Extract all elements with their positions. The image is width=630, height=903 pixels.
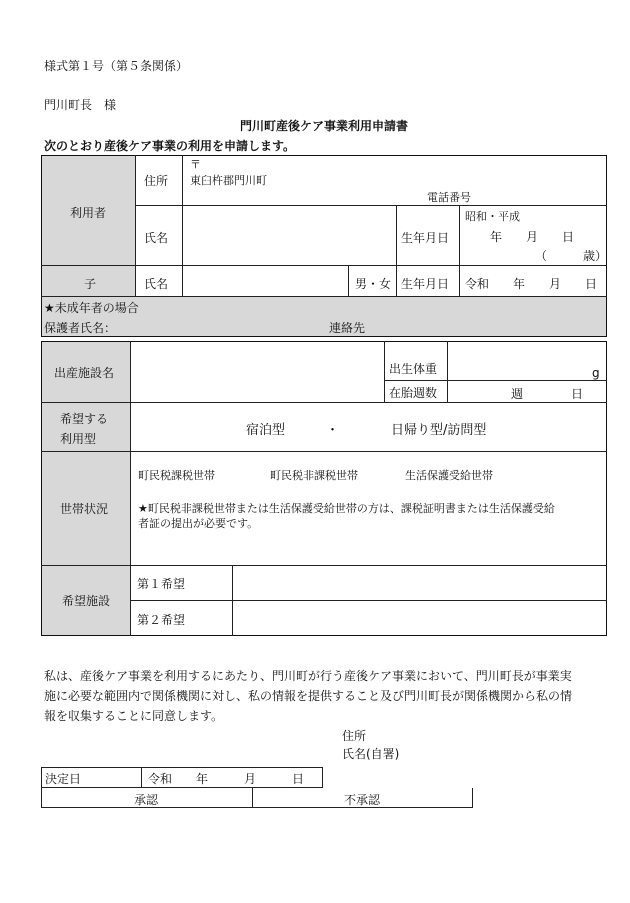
- gestation-label: 在胎週数: [389, 386, 438, 400]
- name-label: 氏名: [144, 231, 169, 245]
- household-option-welfare[interactable]: 生活保護受給世帯: [405, 469, 493, 482]
- addressee: 門川町長 様: [44, 98, 117, 112]
- household-option-taxed[interactable]: 町民税課税世帯: [138, 469, 215, 482]
- decision-date-label: 決定日: [45, 772, 82, 786]
- consent-line-1: 私は、産後ケア事業を利用するにあたり、門川町が行う産後ケア事業において、門川町長が事業実: [44, 669, 572, 683]
- sex-options[interactable]: 男・女: [355, 277, 392, 291]
- household-option-non-taxed[interactable]: 町民税非課税世帯: [270, 469, 358, 482]
- page-title: 門川町産後ケア事業利用申請書: [240, 119, 409, 133]
- birth-weight-unit: g: [592, 366, 600, 380]
- birth-weight-label: 出生体重: [389, 362, 438, 376]
- intro-text: 次のとおり産後ケア事業の利用を申請します。: [44, 139, 296, 153]
- guardian-note: ★未成年者の場合: [44, 301, 139, 315]
- phone-label: 電話番号: [427, 191, 471, 204]
- household-label: 世帯状況: [60, 502, 109, 516]
- child-name-field[interactable]: [184, 267, 346, 295]
- gestation-units: 週 日: [511, 387, 584, 401]
- second-choice-label: 第２希望: [137, 613, 186, 627]
- address-value: 東臼杵郡門川町: [190, 174, 267, 187]
- first-choice-label: 第１希望: [137, 577, 186, 591]
- household-note-1: ★町民税非課税世帯または生活保護受給世帯の方は、課税証明書または生活保護受給: [138, 502, 555, 515]
- user-label: 利用者: [70, 206, 107, 220]
- facility-name-label: 出産施設名: [54, 366, 115, 380]
- second-choice-field[interactable]: [234, 602, 605, 634]
- option-day-visit[interactable]: 日帰り型/訪問型: [391, 423, 487, 438]
- age-units: （ 歳）: [535, 249, 608, 263]
- address-label: 住所: [144, 174, 169, 188]
- usage-type-label-1: 希望する: [60, 412, 109, 426]
- usage-type-label-2: 利用型: [60, 432, 97, 446]
- guardian-name-label: 保護者氏名：: [44, 321, 117, 335]
- child-label: 子: [84, 277, 97, 291]
- decision-date-value: 令和 年 月 日: [148, 772, 305, 786]
- first-choice-field[interactable]: [234, 567, 605, 599]
- facility-pref-label: 希望施設: [62, 594, 111, 608]
- child-dob-label: 生年月日: [401, 277, 450, 291]
- name-field[interactable]: [184, 207, 394, 263]
- consent-line-2: 施に必要な範囲内で関係機関に対し、私の情報を提供すること及び門川町長が関係機関から私の情: [44, 689, 573, 703]
- option-stay[interactable]: 宿泊型: [246, 423, 286, 438]
- facility-name-field[interactable]: [132, 343, 382, 400]
- approve-option[interactable]: 承認: [134, 793, 159, 807]
- child-dob-value: 令和 年 月 日: [465, 277, 598, 291]
- option-separator: ・: [326, 423, 340, 438]
- consent-signature-label: 氏名(自署): [342, 747, 400, 761]
- consent-line-3: 報を収集することに同意します。: [44, 709, 224, 723]
- household-note-2: 者証の提出が必要です。: [138, 517, 259, 530]
- era-options: 昭和・平成: [465, 210, 520, 223]
- reject-option[interactable]: 不承認: [344, 793, 381, 807]
- child-name-label: 氏名: [144, 277, 169, 291]
- date-units: 年 月 日: [490, 230, 575, 244]
- consent-address-label: 住所: [342, 729, 367, 743]
- guardian-contact-label: 連絡先: [329, 321, 366, 335]
- dob-label: 生年月日: [401, 231, 450, 245]
- postal-mark: 〒: [190, 158, 201, 171]
- form-number: 様式第１号（第５条関係）: [44, 59, 189, 73]
